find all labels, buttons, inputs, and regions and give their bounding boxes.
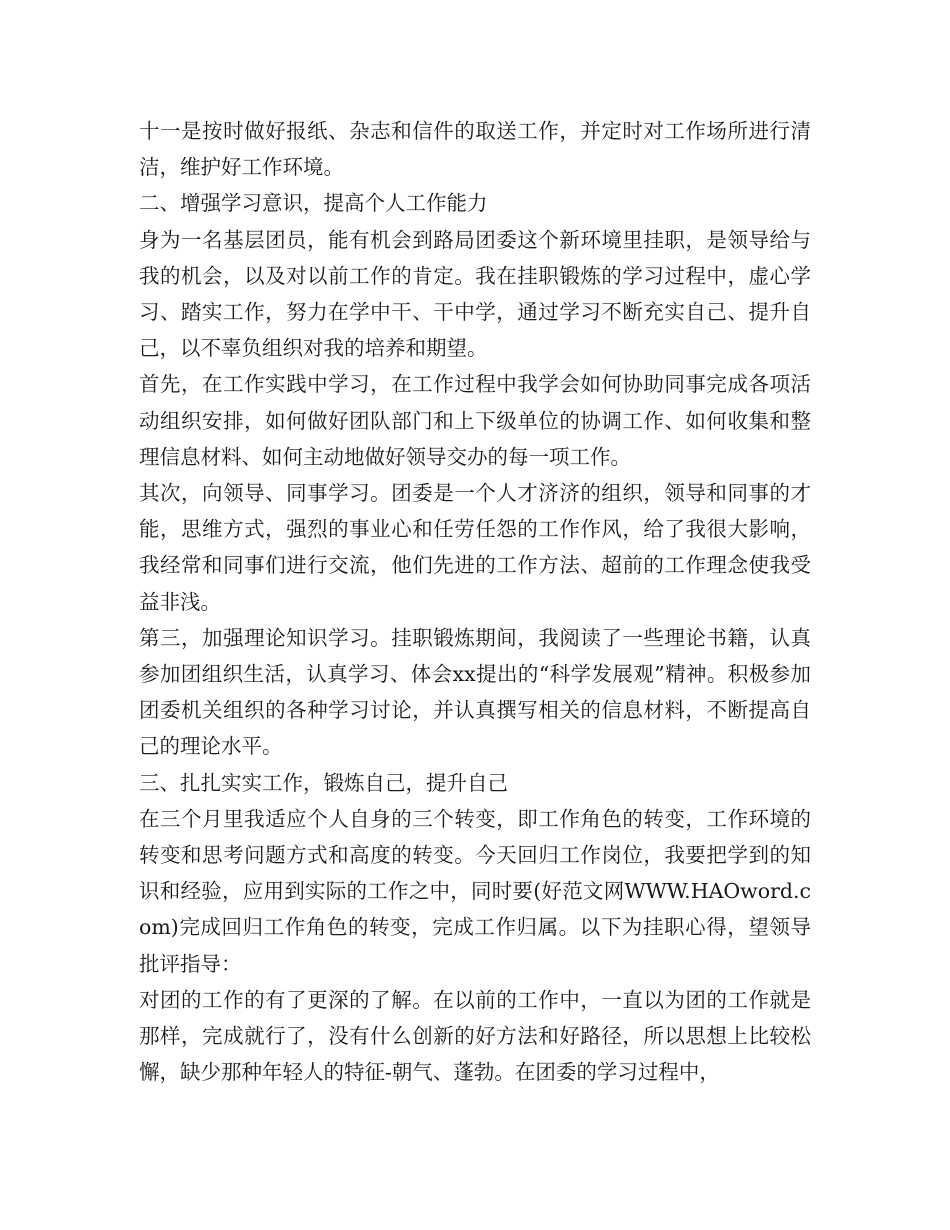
- paragraph-understanding: 对团的工作的有了更深的了解。在以前的工作中，一直以为团的工作就是那样，完成就行了，没有什么创新的好方法和好路径，所以思想上比较松懈，缺少那种年轻人的特征-朝气、蓬勃。在团委的学习过程中，: [139, 987, 811, 1085]
- document-body: [139, 113, 811, 1090]
- paragraph-second: 其次，向领导、同事学习。团委是一个人才济济的组织，领导和同事的才能，思维方式，强烈的事业心和任劳任怨的工作作风，给了我很大影响，我经常和同事们进行交流，他们先进的工作方法、超前的工作理念使我受益非浅。: [139, 481, 811, 614]
- paragraph-intro: 身为一名基层团员，能有机会到路局团委这个新环境里挂职，是领导给与我的机会，以及对以前工作的肯定。我在挂职锻炼的学习过程中，虚心学习、踏实工作，努力在学中干、干中学，通过学习不断充实自己、提升自己，以不辜负组织对我的培养和期望。: [139, 227, 811, 361]
- paragraph-three-months: 在三个月里我适应个人自身的三个转变，即工作角色的转变，工作环境的转变和思考问题方式和高度的转变。今天回归工作岗位，我要把学到的知识和经验，应用到实际的工作之中，同时要(好范文网WWW.HAOword.com)完成回归工作角色的转变，完成工作归属。以下为挂职心得，望领导批评指导：: [139, 806, 811, 976]
- paragraph-item-eleven: 十一是按时做好报纸、杂志和信件的取送工作，并定时对工作场所进行清洁，维护好工作环境。: [139, 119, 811, 180]
- paragraph-third: 第三，加强理论知识学习。挂职锻炼期间，我阅读了一些理论书籍，认真参加团组织生活，认真学习、体会xx提出的“科学发展观”精神。积极参加团委机关组织的各种学习讨论，并认真撰写相关的信息材料，不断提高自己的理论水平。: [139, 625, 811, 759]
- section-heading-two: 二、增强学习意识，提高个人工作能力: [139, 191, 488, 216]
- paragraph-first: 首先，在工作实践中学习，在工作过程中我学会如何协助同事完成各项活动组织安排，如何做好团队部门和上下级单位的协调工作、如何收集和整理信息材料、如何主动地做好领导交办的每一项工作。: [139, 372, 811, 469]
- section-heading-three: 三、扎扎实实工作，锻炼自己，提升自己: [139, 770, 508, 795]
